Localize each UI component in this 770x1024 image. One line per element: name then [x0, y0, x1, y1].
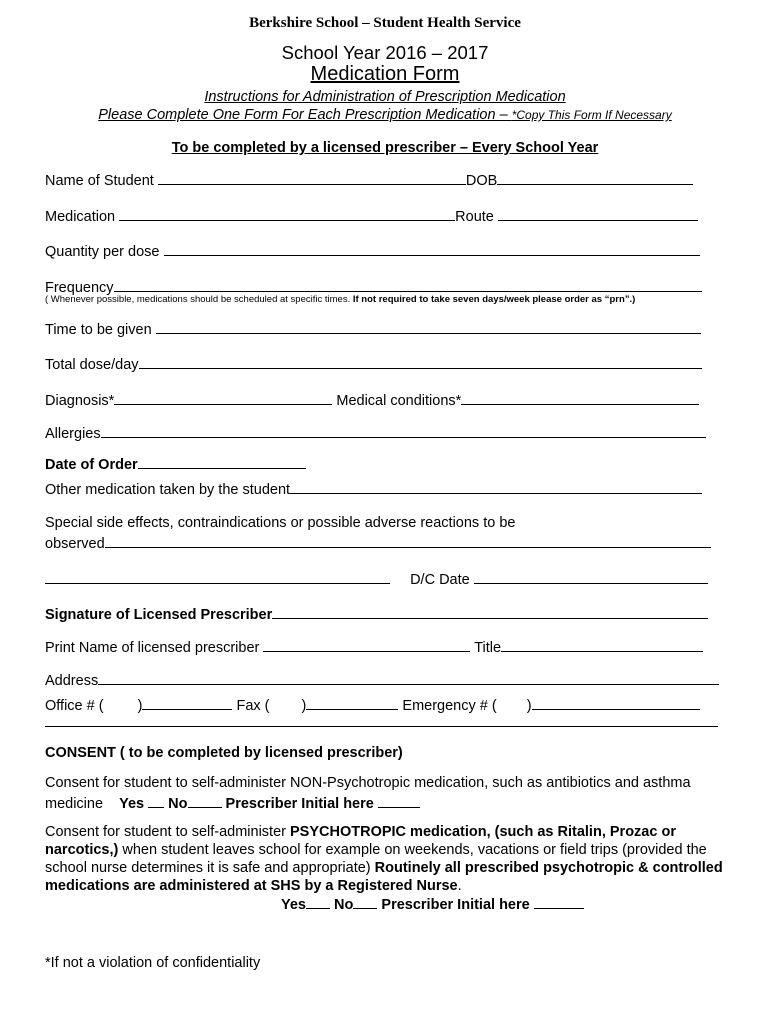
signature-field[interactable]: [272, 604, 708, 619]
psychotropic-paragraph: [45, 823, 725, 895]
fax-field[interactable]: [306, 695, 398, 710]
dc-date-row: [45, 569, 708, 588]
date-of-order-field[interactable]: [138, 454, 306, 469]
psych-yes-no-row: [281, 894, 584, 913]
psych-text-1: Consent for student to self-administer: [45, 824, 291, 840]
quantity-per-dose-label: Quantity per dose: [45, 244, 160, 260]
name-dob-row: [45, 170, 693, 189]
section-heading: To be completed by a licensed prescriber – Every School Year: [171, 140, 599, 156]
nonpsych-line2: [45, 793, 420, 812]
address-field[interactable]: [98, 670, 719, 685]
office-label: Office # (: [45, 698, 104, 714]
side-effects-line1: Special side effects, contraindications or possible adverse reactions to be: [45, 515, 516, 531]
medication-route-row: [45, 206, 698, 225]
side-effects-field[interactable]: [105, 533, 711, 548]
psych-bold-2: Routinely all prescribed psychotropic & controlled medications are administered at SHS by a Registered Nurse: [45, 860, 723, 894]
psych-no-field[interactable]: [353, 894, 377, 909]
nonpsych-yes-field[interactable]: [148, 793, 164, 808]
title-label: Title: [474, 640, 502, 656]
emergency-close-paren: ): [526, 698, 532, 714]
total-dose-day-field[interactable]: [139, 354, 702, 369]
print-name-field[interactable]: [263, 637, 470, 652]
address-label: Address: [45, 673, 99, 689]
form-title: Medication Form: [310, 63, 460, 85]
total-dose-row: [45, 354, 702, 373]
fax-close-paren: ): [301, 698, 307, 714]
allergies-field[interactable]: [101, 423, 706, 438]
nonpsych-initial-field[interactable]: [378, 793, 420, 808]
frequency-field[interactable]: [114, 277, 702, 292]
dob-field[interactable]: [497, 170, 693, 185]
address-row: [45, 670, 719, 689]
consent-heading: CONSENT ( to be completed by licensed prescriber): [45, 745, 403, 761]
emergency-label: Emergency # (: [402, 698, 497, 714]
psych-initial-label: Prescriber Initial here: [381, 897, 530, 913]
print-name-row: [45, 637, 703, 656]
print-name-label: Print Name of licensed prescriber: [45, 640, 260, 656]
nonpsych-yes-label: Yes: [119, 796, 145, 812]
name-of-student-label: Name of Student: [45, 173, 154, 189]
diagnosis-row: [45, 390, 699, 409]
route-label: Route: [455, 209, 494, 225]
side-effects-observed-label: observed: [45, 536, 105, 552]
instructions-line: Instructions for Administration of Prescription Medication: [204, 89, 566, 105]
medical-conditions-label: Medical conditions*: [336, 393, 462, 409]
time-to-be-given-label: Time to be given: [45, 322, 152, 338]
time-row: [45, 319, 701, 338]
please-complete-text: Please Complete One Form For Each Prescription Medication –: [98, 107, 512, 123]
school-header: Berkshire School – Student Health Service: [249, 15, 521, 31]
school-year: School Year 2016 – 2017: [281, 42, 489, 63]
nonpsych-line1: Consent for student to self-administer NON-Psychotropic medication, such as antibiotics and asthma: [45, 775, 691, 791]
diagnosis-field[interactable]: [114, 390, 332, 405]
phone-continuation-line[interactable]: [45, 712, 718, 727]
other-medication-row: [45, 479, 702, 498]
time-to-be-given-field[interactable]: [156, 319, 701, 334]
dc-date-field[interactable]: [474, 569, 708, 584]
office-close-paren: ): [137, 698, 143, 714]
frequency-note: [45, 294, 635, 305]
quantity-per-dose-field[interactable]: [164, 241, 700, 256]
medical-conditions-field[interactable]: [461, 390, 699, 405]
blank-field[interactable]: [45, 569, 390, 584]
psych-bold-1: PSYCHOTROPIC medication, (such as Ritalin, Prozac or narcotics,): [45, 824, 676, 858]
psych-yes-label: Yes: [281, 897, 306, 913]
nonpsych-initial-label: Prescriber Initial here: [225, 796, 374, 812]
quantity-row: [45, 241, 700, 260]
other-medication-label: Other medication taken by the student: [45, 482, 291, 498]
frequency-label: Frequency: [45, 280, 114, 296]
footnote: *If not a violation of confidentiality: [45, 955, 261, 971]
allergies-row: [45, 423, 706, 442]
dob-label: DOB: [465, 173, 498, 189]
signature-label: Signature of Licensed Prescriber: [45, 607, 273, 623]
total-dose-day-label: Total dose/day: [45, 357, 139, 373]
date-of-order-label: Date of Order: [45, 457, 138, 473]
psych-text-2: when student leaves school for example on weekends, vacations or field trips (provided the school nurse determines it is safe and appropriate): [45, 842, 707, 876]
emergency-field[interactable]: [532, 695, 700, 710]
psych-period: .: [457, 878, 462, 894]
psych-yes-field[interactable]: [306, 894, 330, 909]
other-medication-field[interactable]: [290, 479, 702, 494]
psych-no-label: No: [334, 897, 354, 913]
route-field[interactable]: [498, 206, 698, 221]
psych-initial-field[interactable]: [534, 894, 584, 909]
please-complete-line: [0, 107, 770, 123]
fax-label: Fax (: [236, 698, 270, 714]
signature-row: [45, 604, 708, 623]
medication-field[interactable]: [119, 206, 455, 221]
diagnosis-label: Diagnosis*: [45, 393, 115, 409]
date-of-order-row: [45, 454, 306, 473]
nonpsych-no-label: No: [168, 796, 188, 812]
name-of-student-field[interactable]: [158, 170, 466, 185]
nonpsych-no-field[interactable]: [188, 793, 222, 808]
frequency-note-plain: ( Whenever possible, medications should be scheduled at specific times.: [45, 294, 353, 305]
office-field[interactable]: [142, 695, 232, 710]
title-field[interactable]: [501, 637, 703, 652]
frequency-note-bold: If not required to take seven days/week please order as “prn”.): [352, 294, 636, 305]
side-effects-row: [45, 533, 711, 552]
medication-label: Medication: [45, 209, 116, 225]
dc-date-label: D/C Date: [410, 572, 470, 588]
allergies-label: Allergies: [45, 426, 101, 442]
nonpsych-medicine-text: medicine: [45, 796, 104, 812]
copy-note: *Copy This Form If Necessary: [511, 108, 672, 122]
